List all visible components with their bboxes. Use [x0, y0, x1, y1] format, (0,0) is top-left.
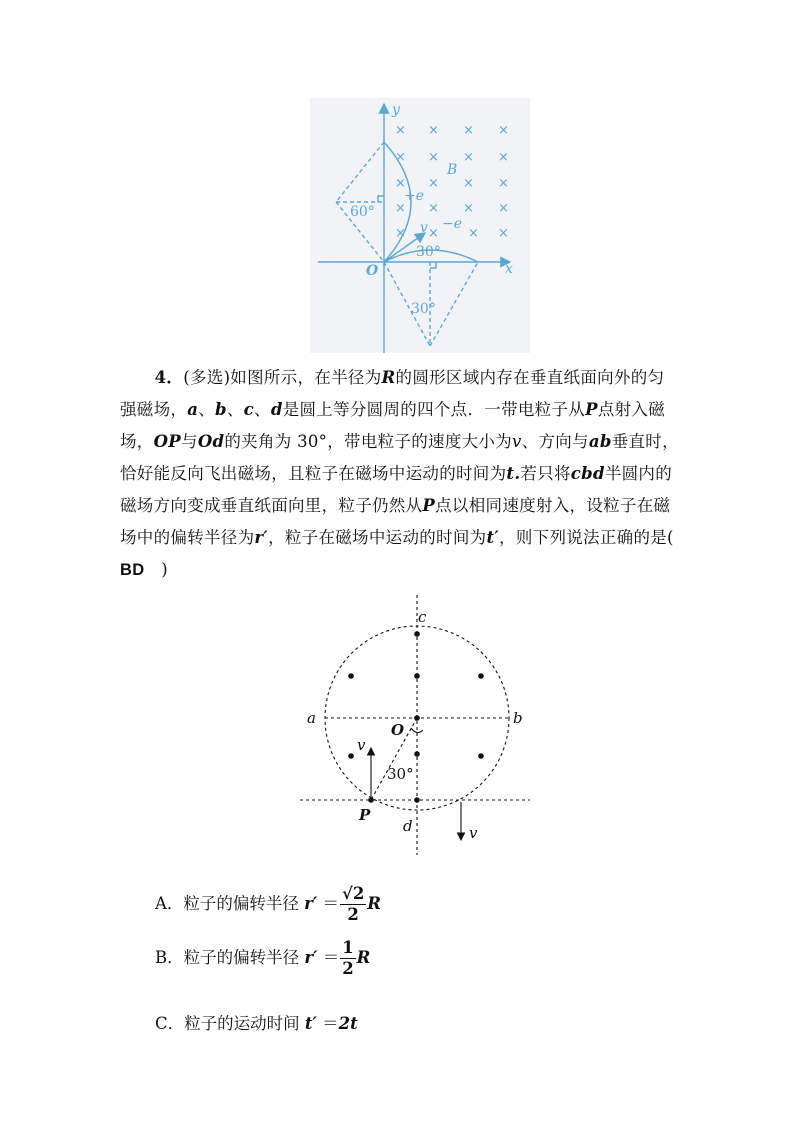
option-c-text: C．粒子的运动时间 — [155, 1014, 300, 1033]
cross-mark: × — [395, 150, 406, 165]
option-b-equals: ＝ — [322, 948, 340, 967]
option-b-r: R — [356, 948, 371, 967]
option-a-r: R — [367, 894, 382, 913]
q-sym: Od — [197, 432, 225, 451]
q-text: 垂直时，恰好能反向飞出磁场，且粒子在磁场中运动的时间为 — [120, 432, 679, 483]
q-sym: P — [585, 400, 598, 419]
answer-label: BD — [120, 561, 145, 579]
angle-30-label: 30° — [416, 244, 441, 260]
cross-mark: × — [428, 176, 439, 191]
cross-mark: × — [468, 226, 479, 241]
label-p: P — [359, 806, 371, 824]
option-b-numerator: 1 — [342, 938, 354, 957]
positive-charge-label: +e — [404, 188, 425, 204]
option-c — [155, 1010, 358, 1034]
q-sym: v — [512, 432, 522, 451]
option-a-symbol: r′ — [304, 894, 318, 913]
option-c-equals: ＝ — [322, 1014, 339, 1033]
cross-mark: × — [498, 123, 509, 138]
cross-mark: × — [428, 201, 439, 216]
option-a-denominator: 2 — [347, 905, 359, 924]
label-b: b — [513, 709, 523, 727]
figure-1-labels — [310, 98, 530, 353]
field-label: B — [447, 162, 458, 178]
q-sym: R — [381, 368, 396, 387]
option-b — [155, 938, 370, 979]
option-c-symbol: t′ — [304, 1014, 317, 1033]
q-text: (多选)如图所示，在半径为 — [183, 368, 382, 387]
q-sym: a — [187, 400, 199, 419]
label-angle-30: 30° — [387, 765, 414, 783]
cross-mark: × — [428, 226, 439, 241]
q-sym: c — [243, 400, 255, 419]
q-text: 、 — [226, 400, 244, 419]
option-b-symbol: r′ — [304, 948, 318, 967]
q-sym: t. — [506, 464, 521, 483]
question-number: 4． — [154, 368, 184, 387]
y-axis-label: y — [392, 102, 400, 118]
q-text: 点射入磁场， — [120, 400, 666, 451]
label-v-down: v — [469, 824, 478, 842]
cross-mark: × — [498, 226, 509, 241]
q-sym: P — [422, 496, 436, 515]
question-4 — [120, 362, 691, 586]
label-c: c — [418, 608, 427, 626]
cross-mark: × — [395, 123, 406, 138]
figure-2-circle-diagram — [295, 590, 535, 855]
q-text: 是圆上等分圆周的四个点．一带电粒子从 — [282, 400, 586, 419]
option-a — [155, 884, 381, 925]
q-text: 点以相同速度射入，设粒子在磁场中的偏转半径为 — [120, 496, 671, 547]
cross-mark: × — [498, 201, 509, 216]
option-a-numerator: √2 — [341, 884, 365, 903]
cross-mark: × — [498, 150, 509, 165]
origin-label: O — [366, 263, 379, 279]
question-body — [120, 362, 691, 586]
figure-1-field-diagram — [310, 98, 530, 353]
option-b-fraction — [340, 938, 355, 979]
cross-mark: × — [463, 201, 474, 216]
cross-mark: × — [395, 226, 406, 241]
q-text: 半圆内的磁场方向变成垂直纸面向里，粒子仍然从 — [120, 464, 673, 515]
q-sym: OP — [153, 432, 181, 451]
label-d: d — [403, 817, 413, 835]
cross-mark: × — [428, 150, 439, 165]
cross-mark: × — [463, 176, 474, 191]
angle-60-label: 60° — [350, 204, 375, 220]
option-a-text: A．粒子的偏转半径 — [155, 894, 299, 913]
q-sym: b — [215, 400, 227, 419]
q-text: 的夹角为 30°，带电粒子的速度大小为 — [224, 432, 513, 451]
q-text: 与 — [181, 432, 198, 451]
q-text: 、 — [198, 400, 216, 419]
option-c-value: 2t — [338, 1014, 358, 1033]
x-axis-label: x — [505, 261, 513, 277]
label-a: a — [307, 709, 316, 727]
q-text: 、方向与 — [521, 432, 589, 451]
q-text: ) — [144, 560, 168, 579]
cross-mark: × — [395, 176, 406, 191]
label-v-up: v — [357, 736, 366, 754]
cross-mark: × — [498, 176, 509, 191]
q-sym: r′ — [254, 528, 269, 547]
figure-2-labels — [295, 590, 535, 855]
cross-mark: × — [428, 123, 439, 138]
option-b-text: B．粒子的偏转半径 — [155, 948, 300, 967]
q-text: 的圆形区域内存在垂直纸面向外的匀强磁场， — [120, 368, 665, 419]
q-text: ，则下列说法正确的是( — [499, 528, 691, 547]
label-o: O — [391, 721, 405, 739]
option-a-equals: ＝ — [322, 894, 339, 913]
cross-mark: × — [463, 150, 474, 165]
q-sym: t′ — [486, 528, 500, 547]
q-sym: cbd — [570, 464, 605, 483]
cross-mark: × — [395, 201, 406, 216]
angle-30-bottom-label: 30° — [411, 301, 436, 317]
velocity-label: v — [420, 220, 428, 236]
q-sym: ab — [588, 432, 612, 451]
cross-mark: × — [463, 123, 474, 138]
q-text: 、 — [254, 400, 271, 419]
q-text: 若只将 — [520, 464, 571, 483]
negative-charge-label: −e — [442, 216, 463, 232]
q-text: ，粒子在磁场中运动的时间为 — [268, 528, 487, 547]
option-a-fraction — [340, 884, 366, 925]
q-sym: d — [270, 400, 283, 419]
option-b-denominator: 2 — [342, 959, 354, 978]
